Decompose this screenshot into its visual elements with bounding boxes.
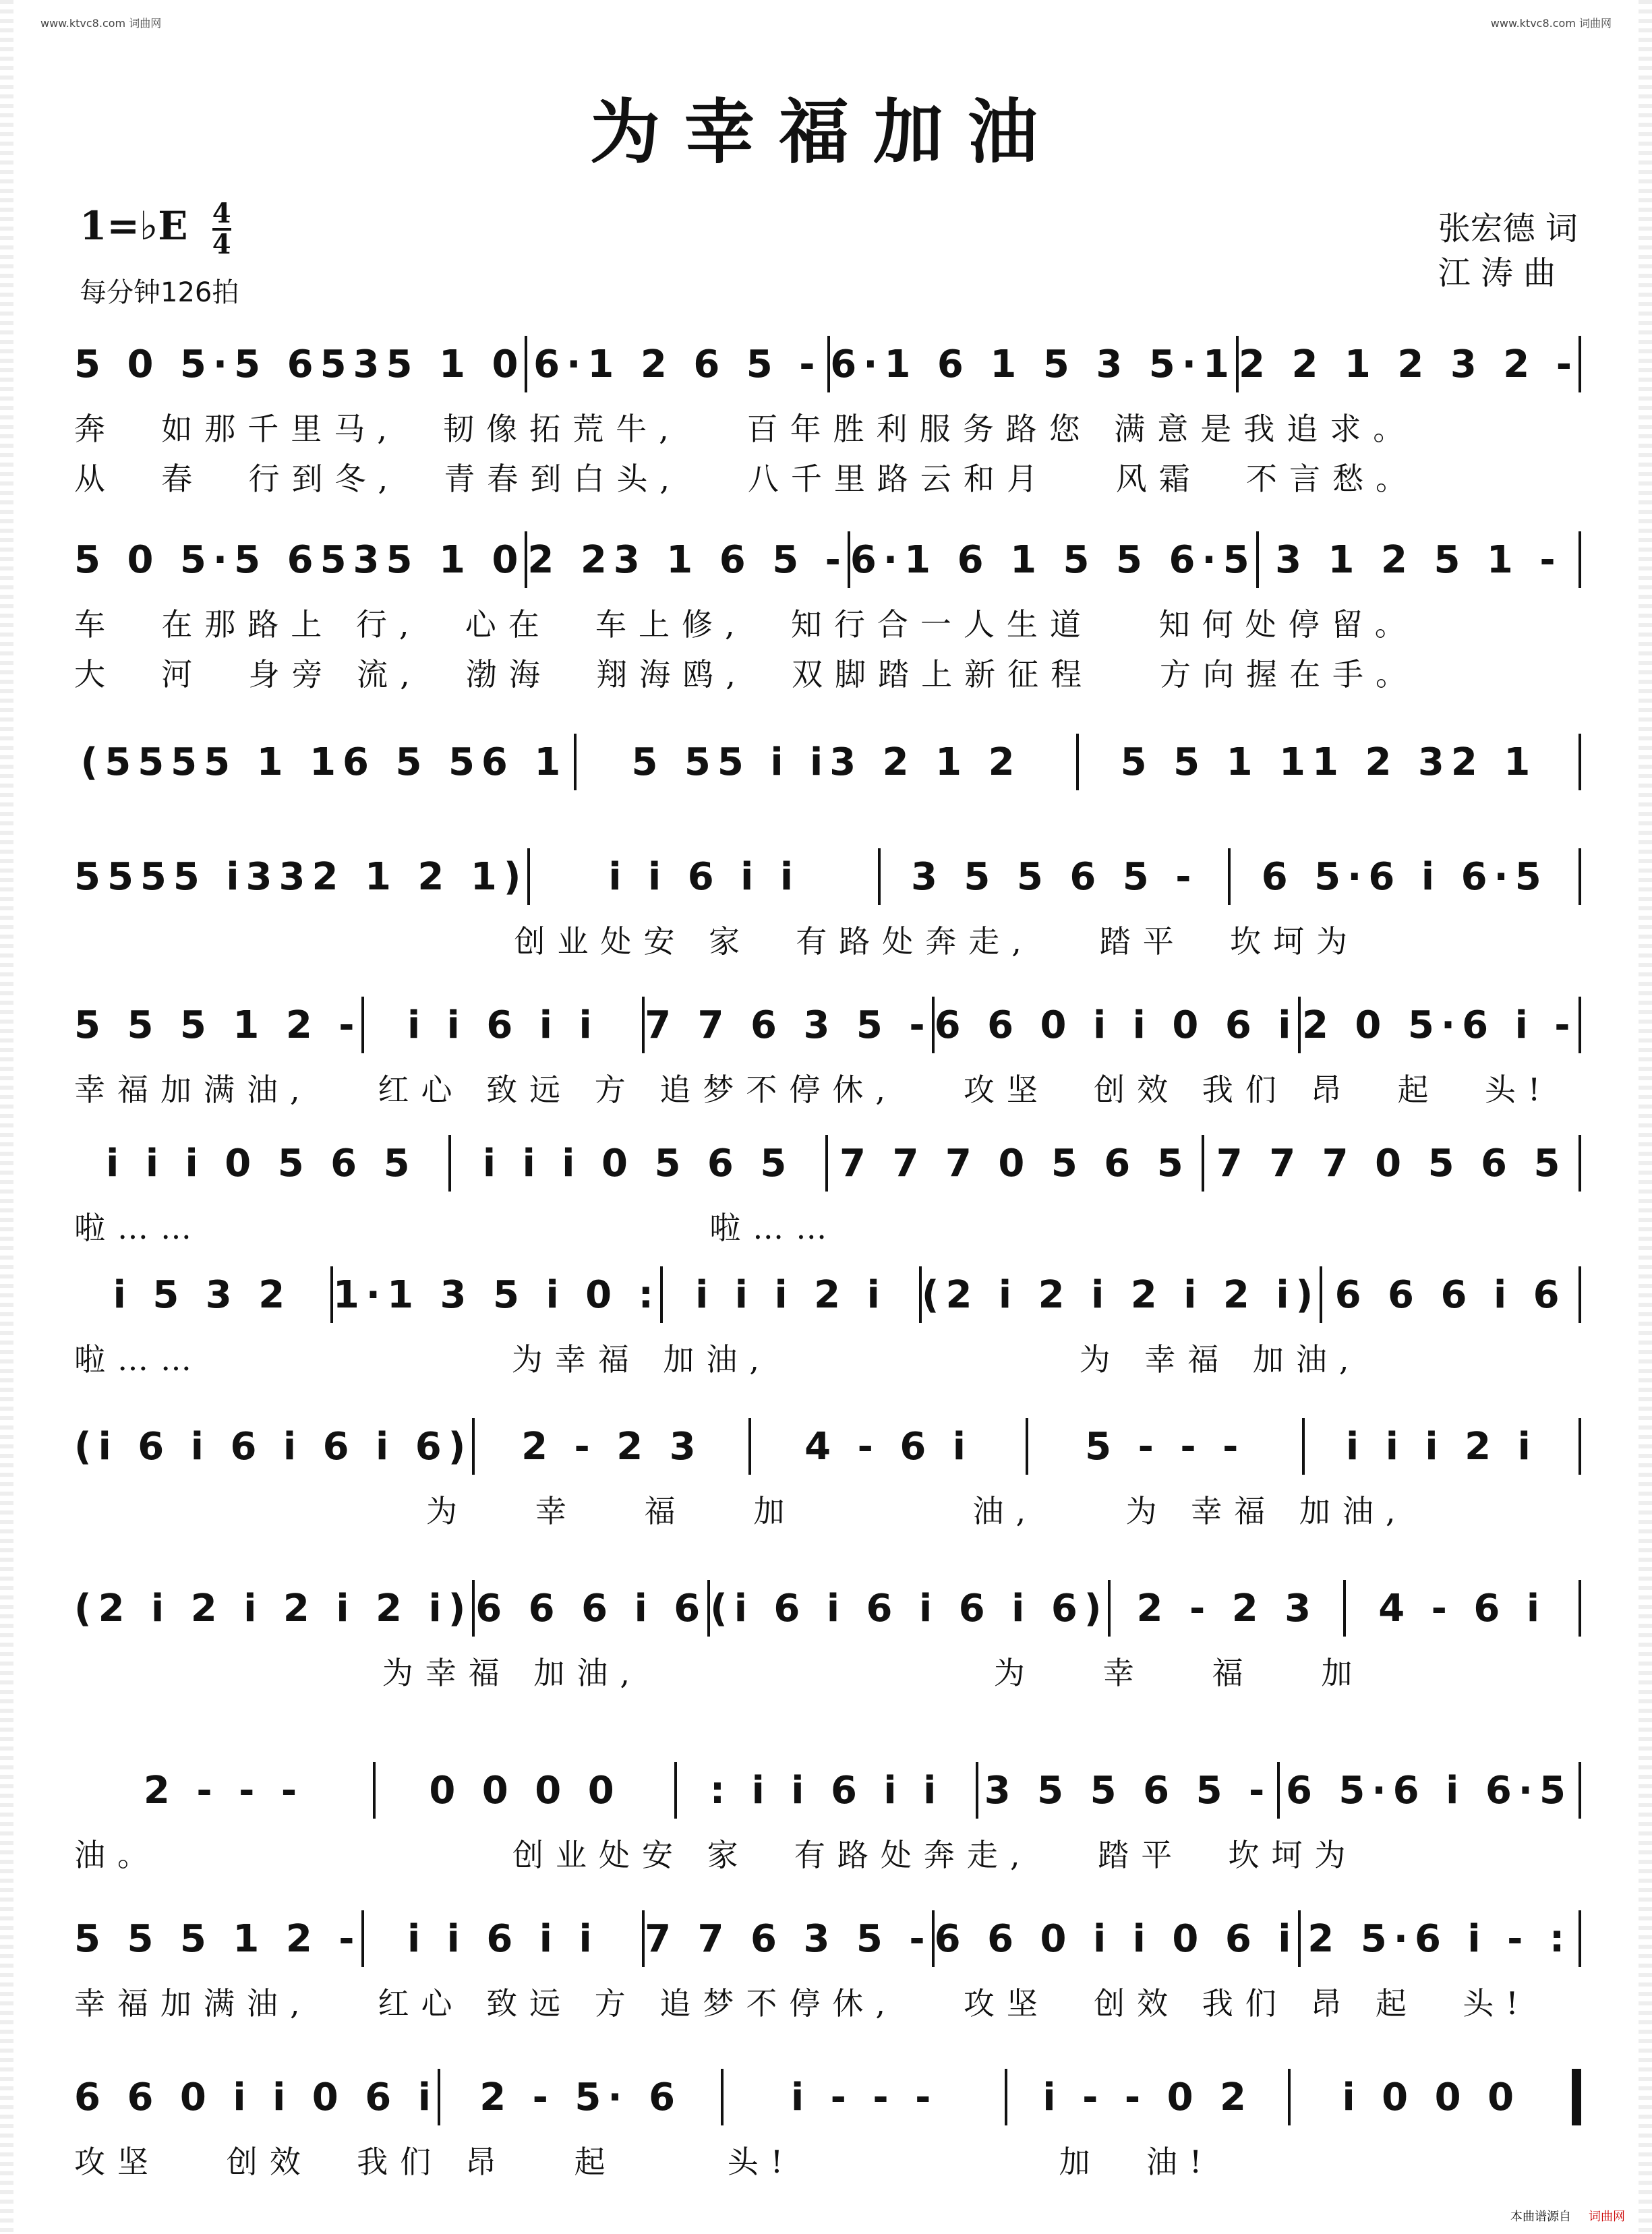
measure: i i i 0 5 6 5 [106, 1141, 417, 1185]
measure: 5 5 5 1 2 - [74, 1003, 361, 1047]
measure: i - - - [790, 2075, 938, 2119]
measure: 1·1 3 5 i 0 : [332, 1272, 661, 1317]
measure: 5 - - - [1085, 1424, 1245, 1469]
measure: (i 6 i 6 i 6 i 6) [74, 1424, 473, 1469]
measure: 7 7 6 3 5 - [645, 1916, 932, 1961]
barline [1579, 336, 1581, 392]
measure: 2 - 5· 6 [479, 2075, 682, 2119]
measure: 4 - 6 i [1378, 1586, 1547, 1630]
barline [1579, 1266, 1581, 1323]
measure: 3 5 5 6 5 - [984, 1768, 1272, 1813]
lyric-line: 为幸福 加油, 为 幸 福 加 [74, 1655, 1365, 1691]
measure: 2 - - - [143, 1768, 304, 1813]
measure: 6 5·6 i 6·5 [1285, 1768, 1573, 1813]
measure: 5 0 5·5 6535 1 0 [74, 537, 525, 582]
measure: 6 6 6 i 6 [1334, 1272, 1566, 1317]
measure: 5 5 5 1 2 - [74, 1916, 361, 1961]
measure: i 0 0 0 [1342, 2075, 1521, 2119]
measure: i i i 2 i [695, 1272, 887, 1317]
notes-row [74, 337, 1581, 391]
measure: 7 7 7 0 5 6 5 [1216, 1141, 1567, 1185]
measure: i - - 0 2 [1042, 2075, 1253, 2119]
measure: 2 - 2 3 [521, 1424, 703, 1469]
measure: 6 6 6 i 6 [475, 1586, 707, 1630]
barline [1579, 848, 1581, 905]
credits [1438, 206, 1578, 295]
barline [1579, 734, 1581, 790]
measure: 3 1 2 5 1 - [1275, 537, 1562, 582]
watermark-left: www.ktvc8.com 词曲网 [40, 17, 162, 30]
time-signature [212, 200, 231, 259]
measure: i i i 2 i [1346, 1424, 1537, 1469]
lyric-line: 幸福加满油, 红心 致远 方 追梦不停休, 攻坚 创效 我们 昂 起 头! [74, 1071, 1553, 1108]
lyric-line: 油。 创业处安 家 有路处奔走, 踏平 坎坷为 [74, 1837, 1358, 1873]
key-signature [80, 200, 231, 259]
footer-note: 本曲谱源自 [1510, 2210, 1571, 2224]
barline [1579, 1910, 1581, 1967]
notes-row [74, 998, 1581, 1052]
measure: (2 i 2 i 2 i 2 i) [921, 1272, 1320, 1317]
key-label: 1=♭E [80, 203, 188, 249]
time-top: 4 [212, 198, 231, 229]
measure: 6 6 0 i i 0 6 i [934, 1916, 1298, 1961]
measure: 2 5·6 i - : [1307, 1916, 1572, 1961]
lyric-line: 幸福加满油, 红心 致远 方 追梦不停休, 攻坚 创效 我们 昂 起 头! [74, 1985, 1531, 2022]
notes-row [74, 2070, 1581, 2124]
measure: 2 2 1 2 3 2 - [1238, 342, 1579, 386]
notes-row [74, 533, 1581, 587]
measure: i i i 0 5 6 5 [482, 1141, 794, 1185]
lyric-line: 奔 如那千里马, 韧像拓荒牛, 百年胜利服务路您 满意是我追求。 [74, 411, 1417, 447]
measure: 2 - 2 3 [1136, 1586, 1318, 1630]
lyric-line: 创业处安 家 有路处奔走, 踏平 坎坷为 [74, 923, 1360, 960]
measure: 5 55 i i3 2 1 2 [631, 740, 1022, 784]
measure: 6 6 0 i i 0 6 i [934, 1003, 1298, 1047]
notes-row [74, 1136, 1581, 1190]
lyric-line: 攻坚 创效 我们 昂 起 头! 加 油! [74, 2144, 1214, 2180]
measure: 5555 i332 1 2 1) [74, 854, 528, 899]
lyric-line: 为 幸 福 加 油, 为 幸福 加油, [74, 1493, 1408, 1529]
left-border-decoration [0, 0, 13, 2234]
barline [1579, 1580, 1581, 1637]
barline [1579, 1135, 1581, 1192]
tempo: 每分钟126拍 [80, 277, 239, 308]
measure: 7 7 7 0 5 6 5 [839, 1141, 1190, 1185]
lyric-line: 车 在那路上 行, 心在 车上修, 知行合一人生道 知何处停留。 [74, 606, 1418, 643]
measure: (2 i 2 i 2 i 2 i) [74, 1586, 473, 1630]
notes-row [74, 735, 1581, 789]
lyric-line: 从 春 行到冬, 青春到白头, 八千里路云和月 风霜 不言愁。 [74, 461, 1419, 497]
notes-row [74, 1419, 1581, 1473]
notes-row [74, 1581, 1581, 1635]
barline [1579, 531, 1581, 588]
measure: 6 5·6 i 6·5 [1261, 854, 1548, 899]
notes-row [74, 850, 1581, 904]
measure: 3 5 5 6 5 - [910, 854, 1198, 899]
watermark-right: www.ktvc8.com 词曲网 [1490, 17, 1612, 30]
measure: 7 7 6 3 5 - [645, 1003, 932, 1047]
measure: 6·1 6 1 5 5 6·5 [850, 537, 1256, 582]
barline [1572, 2069, 1581, 2125]
measure: 6·1 6 1 5 3 5·1 [830, 342, 1236, 386]
song-title: 为幸福加油 [589, 90, 1062, 173]
footer [1493, 2207, 1625, 2225]
barline [1579, 1418, 1581, 1475]
measure: 5 5 1 11 2 32 1 [1120, 740, 1537, 784]
measure: i 5 3 2 [113, 1272, 292, 1317]
lyric-line: 大 河 身旁 流, 渤海 翔海鸥, 双脚踏上新征程 方向握在手。 [74, 656, 1419, 693]
lyricist: 张宏德 词 [1438, 210, 1578, 247]
measure: : i i 6 i i [709, 1768, 943, 1813]
measure: i i 6 i i [407, 1916, 599, 1961]
lyric-line: 啦…… 啦…… [74, 1210, 839, 1246]
measure: (i 6 i 6 i 6 i 6) [710, 1586, 1109, 1630]
measure: 5 0 5·5 6535 1 0 [74, 342, 525, 386]
measure: i i 6 i i [407, 1003, 599, 1047]
time-bottom: 4 [212, 229, 231, 260]
footer-brand: 词曲网 [1589, 2210, 1625, 2224]
lyric-line: 啦…… 为幸福 加油, 为 幸福 加油, [74, 1341, 1361, 1378]
right-border-decoration [1639, 0, 1652, 2234]
measure: (5555 1 16 5 56 1 [80, 740, 568, 784]
measure: 4 - 6 i [804, 1424, 972, 1469]
notes-row [74, 1268, 1581, 1322]
measure: 2 0 5·6 i - [1301, 1003, 1577, 1047]
measure: i i 6 i i [608, 854, 800, 899]
measure: 6 6 0 i i 0 6 i [74, 2075, 438, 2119]
measure: 6·1 2 6 5 - [533, 342, 822, 386]
measure: 2 23 1 6 5 - [527, 537, 848, 582]
notes-row [74, 1912, 1581, 1966]
measure: 0 0 0 0 [429, 1768, 621, 1813]
composer: 江 涛 曲 [1438, 254, 1556, 292]
barline [1579, 997, 1581, 1053]
barline [1579, 1762, 1581, 1819]
notes-row [74, 1763, 1581, 1817]
